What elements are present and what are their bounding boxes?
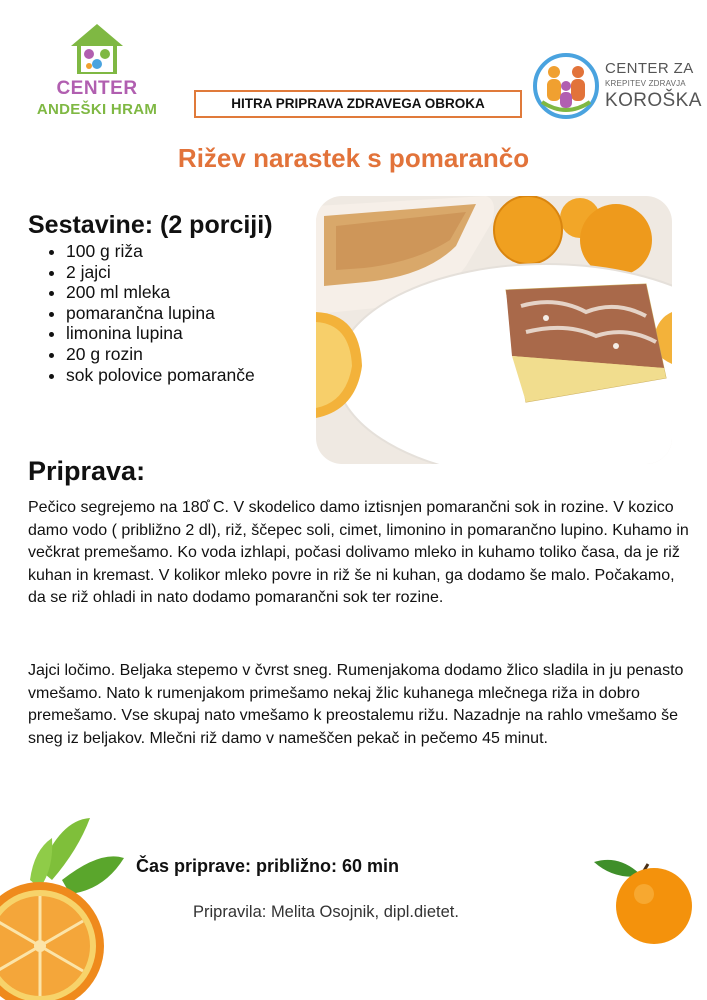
ingredient-item: • 2 jajci: [66, 262, 255, 283]
dish-photo: [316, 196, 672, 464]
house-icon: [69, 22, 125, 76]
preparation-paragraph: Pečico segrejemo na 180̊ C. V skodelico damo iztisnjen pomarančni sok in rozine. V kozico damo vodo ( približno 2 dl), riž, ščepec soli, cimet, limonino in pomarančno lupino. Kuhamo in večkrat premešamo. Ko voda izhlapi, počasi dolivamo mleko in kuhamo toliko časa, da je riž kuhan in kremast. V kolikor mleko povre in riž še ni kuhan, ga dodamo še malo. Počakamo, da se riž ohladi in nato dodamo pomarančni sok ter rozine.: [28, 499, 689, 606]
prep-time: Čas priprave: približno: 60 min: [136, 856, 400, 876]
orange-slice-icon: [0, 810, 130, 1000]
orange-fruit-icon: [590, 850, 700, 950]
right-logo-line1: CENTER ZA: [605, 60, 694, 77]
header-banner: HITRA PRIPRAVA ZDRAVEGA OBROKA: [194, 90, 522, 118]
left-logo-line1: CENTER: [56, 78, 138, 99]
ingredient-item: • 100 g riža: [66, 241, 255, 262]
ingredient-item: • limonina lupina: [66, 323, 255, 344]
ingredients-list: [44, 241, 255, 385]
preparation-paragraph: Jajci ločimo. Beljaka stepemo v čvrst sneg. Rumenjakoma dodamo žlico sladila in ju penasto vmešamo. Nato k rumenjakom primešamo nekaj žlic kuhanega mlečnega riža in dobro premešamo. Vse skupaj nato vmešamo k preostalemu rižu. Nazadnje na rahlo vmešamo še sneg iz beljakov. Mlečni riž damo v nameščen pekač in pečemo 45 minut.: [28, 662, 684, 747]
ingredient-item: • sok polovice pomaranče: [66, 365, 255, 386]
preparation-heading: Priprava:: [28, 456, 146, 486]
ingredient-item: • pomarančna lupina: [66, 303, 255, 324]
left-logo: [22, 22, 172, 127]
author: Pripravila: Melita Osojnik, dipl.dietet.: [193, 903, 459, 921]
ingredient-item: • 200 ml mleka: [66, 282, 255, 303]
ingredients-heading: Sestavine: (2 porciji): [28, 211, 273, 239]
family-icon: [532, 52, 600, 120]
right-logo-line3: KOROŠKA: [605, 90, 702, 111]
ingredient-item: • 20 g rozin: [66, 344, 255, 365]
left-logo-line2: ANDEŠKI HRAM: [36, 101, 158, 118]
recipe-title: Rižev narastek s pomarančo: [177, 143, 530, 173]
right-logo: [532, 52, 702, 124]
right-logo-line2: KREPITEV ZDRAVJA: [605, 79, 686, 88]
